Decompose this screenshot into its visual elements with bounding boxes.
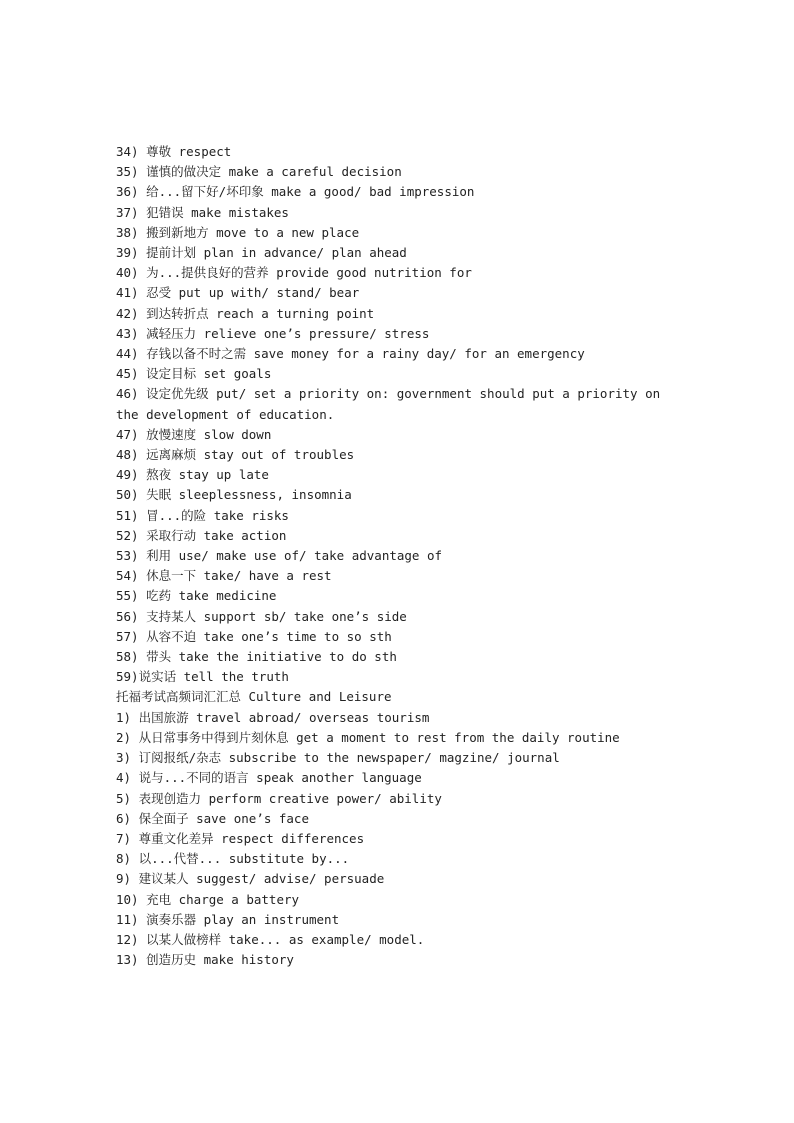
list-item: 7) 尊重文化差异 respect differences [116,830,365,846]
list-item: 8) 以...代替... substitute by... [116,851,350,867]
list-item: 1) 出国旅游 travel abroad/ overseas tourism [116,709,430,725]
list-item: 54) 休息一下 take/ have a rest [116,568,332,584]
list-item: 53) 利用 use/ make use of/ take advantage of [116,548,443,564]
list-item: 37) 犯错误 make mistakes [116,204,289,220]
vocabulary-list [116,142,676,970]
list-item: 2) 从日常事务中得到片刻休息 get a moment to rest from the daily routine [116,729,620,745]
list-item: 51) 冒...的险 take risks [116,507,289,523]
list-item: 52) 采取行动 take action [116,527,287,543]
list-item: 4) 说与...不同的语言 speak another language [116,770,422,786]
list-item: 5) 表现创造力 perform creative power/ ability [116,790,442,806]
list-item: 3) 订阅报纸/杂志 subscribe to the newspaper/ magzine/ journal [116,750,560,766]
list-item: 48) 远离麻烦 stay out of troubles [116,447,355,463]
list-item: 6) 保全面子 save one’s face [116,810,309,826]
list-item: 11) 演奏乐器 play an instrument [116,911,340,927]
list-item: 49) 熬夜 stay up late [116,467,269,483]
list-item: 59)说实话 tell the truth [116,669,289,685]
list-item: 50) 失眠 sleeplessness, insomnia [116,487,352,503]
list-item: 43) 减轻压力 relieve one’s pressure/ stress [116,325,430,341]
list-item: 56) 支持某人 support sb/ take one’s side [116,608,407,624]
list-item: 34) 尊敬 respect [116,144,232,159]
list-item: 39) 提前计划 plan in advance/ plan ahead [116,245,407,261]
list-item: 40) 为...提供良好的营养 provide good nutrition for [116,265,472,281]
list-item: 58) 带头 take the initiative to do sth [116,649,397,665]
list-item: 45) 设定目标 set goals [116,366,272,382]
list-item: 38) 搬到新地方 move to a new place [116,224,360,240]
list-item: 47) 放慢速度 slow down [116,426,272,442]
list-item: 44) 存钱以备不时之需 save money for a rainy day/ for an emergency [116,346,585,362]
list-item: 13) 创造历史 make history [116,952,294,968]
list-item: 36) 给...留下好/坏印象 make a good/ bad impression [116,184,475,200]
list-item: 9) 建议某人 suggest/ advise/ persuade [116,871,385,887]
list-item: 12) 以某人做榜样 take... as example/ model. [116,931,425,947]
list-item: 55) 吃药 take medicine [116,588,277,604]
list-item: 41) 忍受 put up with/ stand/ bear [116,285,360,301]
list-item: 42) 到达转折点 reach a turning point [116,305,375,321]
list-item: 10) 充电 charge a battery [116,891,300,907]
list-item: 57) 从容不迫 take one’s time to so sth [116,628,392,644]
section-heading: 托福考试高频词汇汇总 Culture and Leisure [116,689,392,705]
list-item: 46) 设定优先级 put/ set a priority on: government should put a priority on the development of education. [116,386,668,422]
list-item: 35) 谨慎的做决定 make a careful decision [116,164,402,180]
